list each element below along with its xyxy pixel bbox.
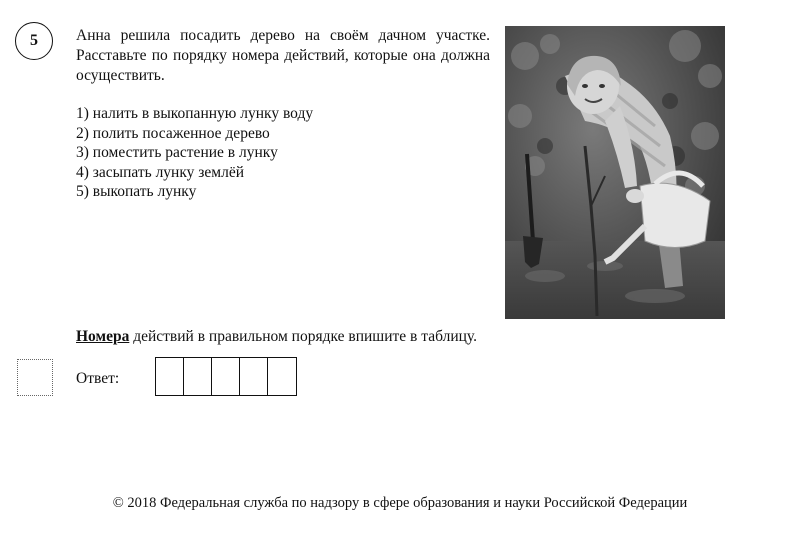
instruction-rest: действий в правильном порядке впишите в таблицу. xyxy=(129,328,477,345)
woman-planting-tree-photo xyxy=(505,26,725,319)
score-box xyxy=(17,359,53,396)
option-item: 4) засыпать лунку землёй xyxy=(76,163,245,181)
answer-cell[interactable] xyxy=(156,358,184,395)
question-text: Анна решила посадить дерево на своём дачном участке. Расставьте по порядку номера действий, которые она должна осуществить. xyxy=(76,27,490,84)
option-item: 2) полить посаженное дерево xyxy=(76,124,270,142)
option-item: 5) выкопать лунку xyxy=(76,183,197,201)
answer-label: Ответ: xyxy=(76,370,120,387)
task-number-badge xyxy=(15,22,53,60)
answer-cell[interactable] xyxy=(268,358,296,395)
answer-cell[interactable] xyxy=(212,358,240,395)
answer-cell[interactable] xyxy=(240,358,268,395)
copyright-footer: © 2018 Федеральная служба по надзору в сфере образования и науки Российской Федерации xyxy=(112,495,688,511)
instruction-emphasis: Номера xyxy=(76,328,130,345)
option-item: 3) поместить растение в лунку xyxy=(76,144,278,162)
answer-cell[interactable] xyxy=(184,358,212,395)
options-list xyxy=(76,104,313,202)
answer-table xyxy=(155,357,297,396)
task-number: 5 xyxy=(30,32,38,49)
option-item: 1) налить в выкопанную лунку воду xyxy=(76,105,314,122)
instruction-text xyxy=(76,327,477,347)
